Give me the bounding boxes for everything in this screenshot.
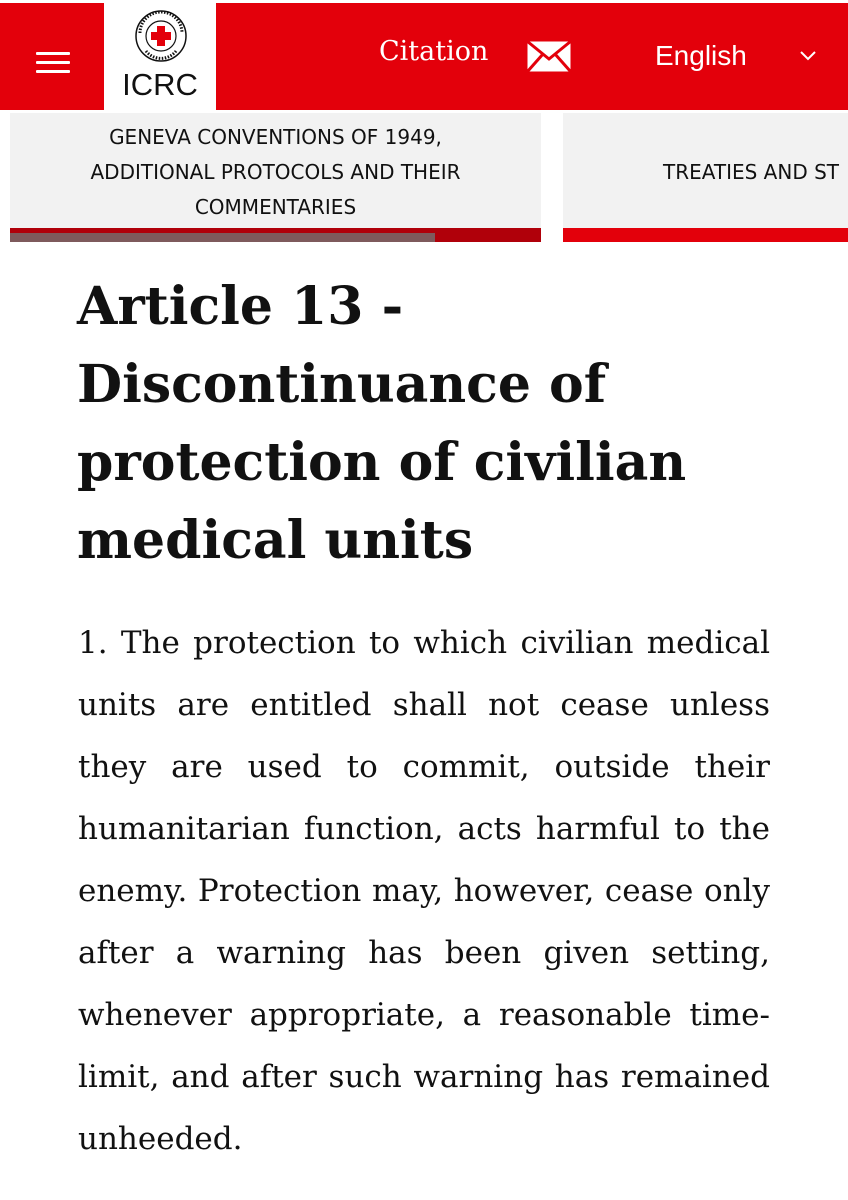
citation-link[interactable]: Citation — [379, 36, 489, 67]
tab-label: GENEVA CONVENTIONS OF 1949, ADDITIONAL PROTOCOLS AND THEIR COMMENTARIES — [90, 125, 461, 219]
article-body: 1. The protection to which civilian medical units are entitled shall not cease unless they are used to commit, outside their humanitarian function, acts harmful to the enemy. Protection may, however, cease only after a warning has been given setting, whenever appropriate, a reasonable time-limit, and after such warning has remained unheeded. — [78, 625, 770, 1157]
menu-icon[interactable] — [36, 52, 70, 74]
tab-progress-indicator — [10, 233, 435, 242]
mail-icon[interactable] — [526, 40, 572, 73]
tab-geneva-conventions[interactable] — [10, 113, 541, 242]
chevron-down-icon[interactable] — [799, 50, 817, 62]
tab-active-indicator — [10, 228, 541, 242]
language-selector[interactable]: English — [655, 40, 747, 71]
red-cross-emblem-icon — [134, 9, 188, 63]
tab-indicator — [563, 228, 848, 242]
logo-text: ICRC — [122, 67, 198, 102]
icrc-logo[interactable] — [104, 3, 216, 110]
article-title: Article 13 - Discontinuance of protection of civilian medical units — [77, 276, 687, 571]
top-header — [0, 0, 848, 110]
tab-treaties[interactable] — [563, 113, 848, 242]
tab-label: TREATIES AND ST — [663, 160, 839, 184]
